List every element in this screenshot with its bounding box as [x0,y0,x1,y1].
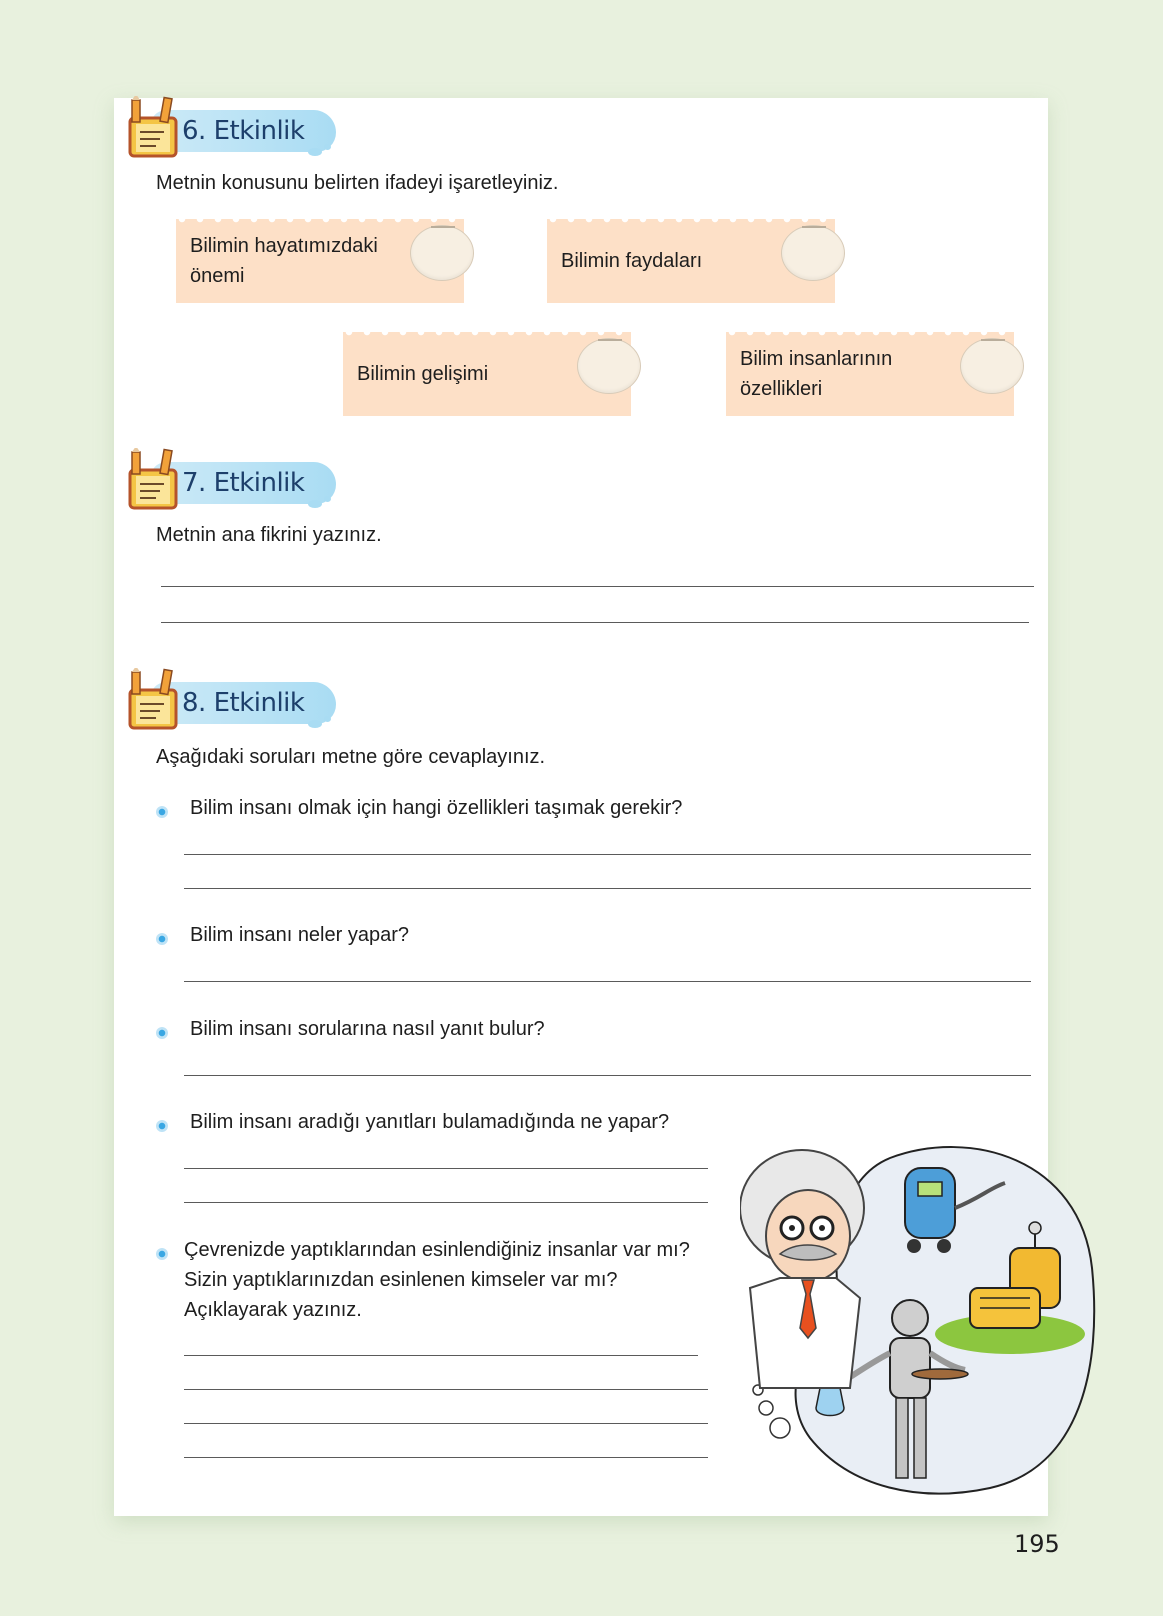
activity-7-instruction: Metnin ana fikrini yazınız. [156,524,382,546]
checkbox-circle[interactable] [577,338,641,394]
answer-line[interactable] [184,1389,708,1390]
answer-line[interactable] [184,1423,708,1424]
activity-6-instruction: Metnin konusunu belirten ifadeyi işaretleyiniz. [156,172,559,194]
question-text: Çevrenizde yaptıklarından esinlendiğiniz insanlar var mı? Sizin yaptıklarınızdan esinlenen kimseler var mı? Açıklayarak yazınız. [184,1239,690,1321]
answer-line[interactable] [184,854,1031,855]
answer-line[interactable] [184,1075,1031,1076]
checkbox-circle[interactable] [410,225,474,281]
question-text: Bilim insanı neler yapar? [190,924,409,946]
answer-line[interactable] [161,622,1029,623]
bullet-icon [156,806,168,818]
answer-line[interactable] [184,1202,708,1203]
scientist-robots-illustration [740,1138,1100,1498]
activity-8-header [126,668,336,730]
activity-6-header [126,96,336,158]
pencil-notepad-icon [126,668,186,732]
option-label: Bilimin faydaları [561,250,703,272]
answer-line[interactable] [184,981,1031,982]
option-label: Bilimin hayatımızdaki önemi [190,235,378,287]
question-text: Bilim insanı aradığı yanıtları bulamadığında ne yapar? [190,1111,670,1133]
bullet-icon [156,933,168,945]
answer-line[interactable] [184,1457,708,1458]
question-text: Bilim insanı olmak için hangi özellikleri taşımak gerekir? [190,797,683,819]
activity-7-header [126,448,336,510]
pencil-notepad-icon [126,448,186,512]
bullet-icon [156,1248,168,1260]
page-number: 195 [1014,1530,1060,1558]
activity-8-instruction: Aşağıdaki soruları metne göre cevaplayınız. [156,746,546,768]
checkbox-circle[interactable] [960,338,1024,394]
question-text: Bilim insanı sorularına nasıl yanıt bulur? [190,1018,545,1040]
answer-line[interactable] [184,888,1031,889]
bullet-icon [156,1120,168,1132]
answer-line[interactable] [184,1168,708,1169]
activity-8-title: 8. Etkinlik [182,688,305,718]
bullet-icon [156,1027,168,1039]
option-card[interactable] [547,219,835,303]
checkbox-circle[interactable] [781,225,845,281]
option-card[interactable] [726,332,1014,416]
activity-6-title: 6. Etkinlik [182,116,305,146]
option-card[interactable] [343,332,631,416]
activity-7-title: 7. Etkinlik [182,468,305,498]
pencil-notepad-icon [126,96,186,160]
option-card[interactable] [176,219,464,303]
answer-line[interactable] [161,586,1034,587]
answer-line[interactable] [184,1355,698,1356]
option-label: Bilimin gelişimi [357,363,489,385]
option-label: Bilim insanlarının özellikleri [740,348,893,400]
